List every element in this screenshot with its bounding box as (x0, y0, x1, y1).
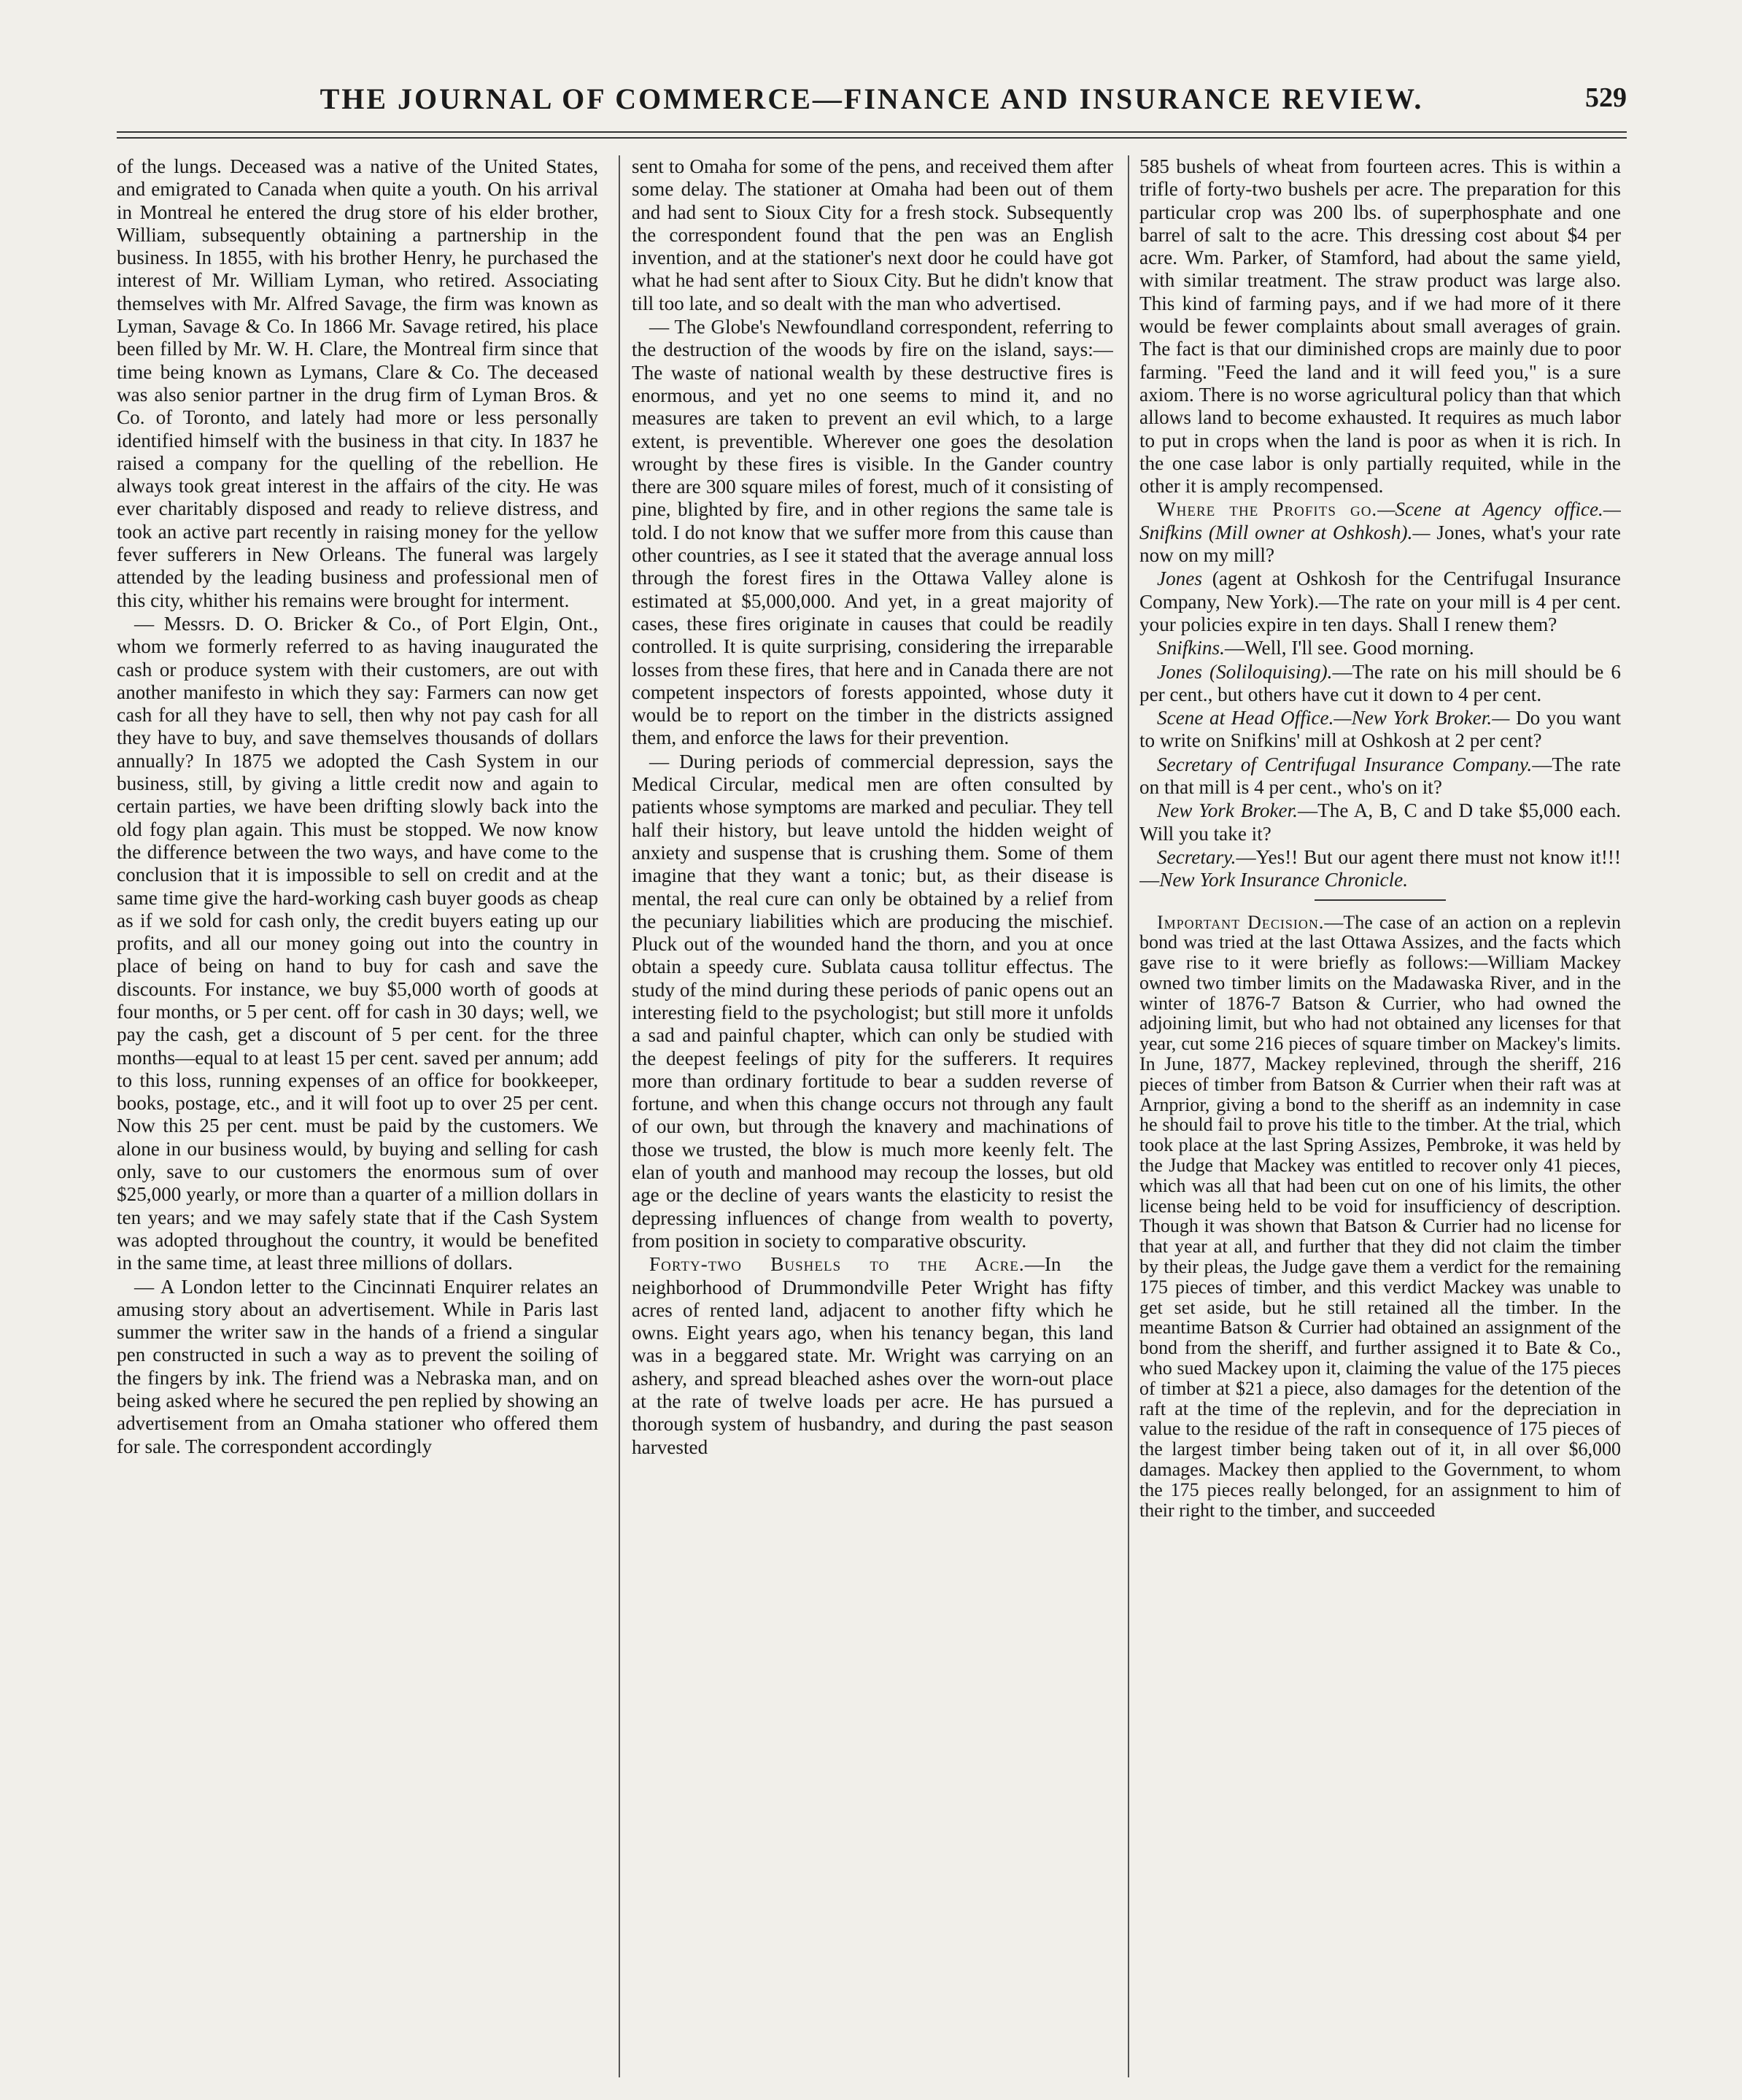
wheat-paragraph: 585 bushels of wheat from fourteen acres. This is within a trifle of forty-two bushels per acre. The preparation for this particular crop was 200 lbs. of superphosphate and one barrel of salt to the acre. This dressing cost about $4 per acre. Wm. Parker, of Stamford, had about the same yield, with similar treatment. The straw product was large also. This kind of farming pays, and if we had more of it there would be fewer complaints about small averages of grain. The fact is that our diminished crops are mainly due to poor farming. "Feed the land and it will feed you," is a sure axiom. There is no worse agricultural policy than that which allows land to become exhausted. It requires as much labor to put in crops when the land is poor as when it is rich. In the one case labor is only partially requited, while in the other it is amply recompensed. (1139, 155, 1621, 497)
bushels-paragraph (632, 1253, 1113, 1459)
snifkins-speaker: Snifkins. (1157, 637, 1225, 659)
decision-paragraph (1139, 913, 1621, 1521)
secretary-paragraph (1139, 753, 1621, 799)
header-rule-bottom (117, 137, 1627, 139)
head-office-scene: Scene at Head Office.—New York Broker.— (1157, 707, 1510, 729)
bricker-paragraph: — Messrs. D. O. Bricker & Co., of Port Elgin, Ont., whom we formerly referred to as having inaugurated the cash or produce system with their customers, are out with another manifesto in which they say: Farmers can now get cash for all they have to sell, then why not pay cash for all they have to buy, and save themselves thousands of dollars annually? In 1875 we adopted the Cash System in our business, still, by giving a little credit now and again to certain parties, we have been drifting slowly back into the old fogy plan again. This must be stopped. We now know the difference between the two ways, and have come to the conclusion that it is impossible to sell on credit and at the same time give the hard-working cash buyer goods as cheap as if we sold for cash only, the credit buyers eating up our profits, and all our money going out into the country in place of being on hand to buy for cash and save the discounts. For instance, we buy $5,000 worth of goods at four months, or 5 per cent. off for cash in 30 days; well, we pay the cash, get a discount of 5 per cent. for the three months—equal to at least 15 per cent. saved per annum; add to this loss, running expenses of an office for bookkeeper, books, postage, etc., and it will foot up to over 25 per cent. Now this 25 per cent. must be paid by the customers. We alone in our business would, by buying and selling for cash only, save to our customers the enormous sum of over $25,000 yearly, or more than a quarter of a million dollars in ten years; and we may safely state that if the Cash System was adopted throughout the country, it would be benefited in the same time, at least three millions of dollars. (117, 612, 598, 1274)
column-divider-2 (1128, 155, 1129, 2077)
jones-speaker: Jones (1157, 567, 1202, 590)
broker-paragraph (1139, 799, 1621, 845)
secretary-reply-speaker: Secretary. (1157, 845, 1236, 868)
commercial-depression-paragraph: — During periods of commercial depression, says the Medical Circular, medical men are often consulted by patients whose symptoms are marked and peculiar. They tell half their history, but leave untold the hidden weight of anxiety and suspense that is crushing them. Some of them imagine that they want a tonic; but, as their disease is mental, the real cure can only be obtained by a relief from the pecuniary liabilities which are producing the mischief. Pluck out of the wounded hand the thorn, and you at once obtain a speedy cure. Sublata causa tollitur effectus. The study of the mind during these periods of panic opens out an interesting field to the psychologist; but still more it unfolds a sad and painful chapter, which can only be studied with the deepest feelings of pity for the sufferers. It requires more than ordinary fortitude to bear a sudden reverse of fortune, and when this change occurs not through any fault of our own, but through the knavery and machinations of those we trusted, the blow is much more keenly felt. The elan of youth and manhood may recoup the losses, but old age or the decline of years wants the elasticity to resist the depressing influences of change from wealth to poverty, from position in society to comparative obscurity. (632, 750, 1113, 1252)
header-rule-top (117, 131, 1627, 133)
bushels-heading: Forty-two Bushels to the Acre. (649, 1253, 1025, 1276)
bushels-text: —In the neighborhood of Drummondville Peter Wright has fifty acres of rented land, adjacent to another fifty which he owns. Eight years ago, when his tenancy began, this land was in a beggared state. Mr. Wright was carrying on an ashery, and spread bleached ashes over the worn-out place at the rate of twelve loads per acre. He has pursued a thorough system of husbandry, and during the past season harvested (632, 1253, 1113, 1458)
jones-text: (agent at Oshkosh for the Centrifugal Insurance Company, New York).—The rate on your mill is 4 per cent. your policies expire in ten days. Shall I renew them? (1139, 567, 1621, 635)
broker-speaker: New York Broker. (1157, 799, 1298, 822)
secretary-text: —The rate on that mill is 4 per cent., who's on it? (1139, 753, 1621, 799)
london-letter-paragraph: — A London letter to the Cincinnati Enquirer relates an amusing story about an advertisement. While in Paris last summer the writer saw in the hands of a friend a singular pen constructed in such a way as to prevent the soiling of the fingers by ink. The friend was a Nebraska man, and on being asked where he secured the pen replied by showing an advertisement from an Omaha stationer who offered them for sale. The correspondent accordingly (117, 1275, 598, 1457)
column-3 (1139, 155, 1621, 2077)
soliloquy-paragraph (1139, 661, 1621, 707)
secretary-reply-text: —Yes!! But our agent there must not know it!!!— (1139, 845, 1621, 891)
broker-text: —The A, B, C and D take $5,000 each. Will you take it? (1139, 799, 1621, 845)
snifkins-paragraph (1139, 637, 1621, 659)
profits-heading: Where the Profits go. (1157, 498, 1378, 521)
snifkins-text: —Well, I'll see. Good morning. (1224, 637, 1474, 659)
profits-text: Jones, what's your rate now on my mill? (1139, 521, 1621, 567)
secretary-reply-paragraph (1139, 846, 1621, 892)
section-separator (1315, 899, 1446, 901)
column-1 (117, 155, 598, 2077)
soliloquy-speaker: Jones (Soliloquising). (1157, 660, 1333, 683)
jones-paragraph (1139, 567, 1621, 636)
head-office-text: Do you want to write on Snifkins' mill at Oshkosh at 2 per cent? (1139, 707, 1621, 752)
omaha-pen-paragraph: sent to Omaha for some of the pens, and received them after some delay. The stationer at Omaha had been out of them and had sent to Sioux City for a fresh stock. Subsequently the correspondent found that the pen was an English invention, and at the stationer's next door he could have got what he had sent after to Sioux City. But he didn't know that till too late, and so dealt with the man who advertised. (632, 155, 1113, 314)
obituary-paragraph: of the lungs. Deceased was a native of the United States, and emigrated to Canada when quite a youth. On his arrival in Montreal he entered the drug store of his elder brother, William, subsequently obtaining a partnership in the business. In 1855, with his brother Henry, he purchased the interest of Mr. William Lyman, who retired. Associating themselves with Mr. Alfred Savage, the firm was known as Lyman, Savage & Co. In 1866 Mr. Savage retired, his place been filled by Mr. W. H. Clare, the Montreal firm since that time being known as Lymans, Clare & Co. The deceased was also senior partner in the drug firm of Lyman Bros. & Co. of Toronto, and lately had more or less personally identified himself with the business in that city. In 1837 he raised a company for the quelling of the rebellion. He always took great interest in the affairs of the city. He was ever charitably disposed and ready to relieve distress, and took an active part recently in raising money for the yellow fever sufferers in New Orleans. The funeral was largely attended by the leading business and professional men of this city, whither his remains were brought for interment. (117, 155, 598, 611)
column-divider-1 (619, 155, 620, 2077)
decision-heading: Important Decision. (1157, 911, 1325, 933)
soliloquy-text: —The rate on his mill should be 6 per cent., but others have cut it down to 4 per cent. (1139, 660, 1621, 705)
newfoundland-fires-paragraph: — The Globe's Newfoundland correspondent, referring to the destruction of the woods by fire on the island, says:—The waste of national wealth by these destructive fires is enormous, and yet no one seems to mind it, and no measures are taken to prevent an evil which, to a large extent, is preventible. Wherever one goes the desolation wrought by these fires is visible. In the Gander country there are 300 square miles of forest, much of it consisting of pine, blighted by fire, and in other regions the same tale is told. I do not know that we suffer more from this cause than other countries, as I see it stated that the average annual loss through the forest fires in the Ottawa Valley alone is estimated at $5,000,000. And yet, in a great majority of cases, these fires originate in causes that could be readily controlled. It is quite surprising, considering the irreparable losses from these fires, that here and in Canada there are not competent inspectors of forests appointed, whose duty it would be to report on the timber in the districts assigned them, and enforce the laws for their prevention. (632, 316, 1113, 749)
secretary-speaker: Secretary of Centrifugal Insurance Company. (1157, 753, 1533, 775)
profits-paragraph (1139, 498, 1621, 567)
chronicle-source: New York Insurance Chronicle. (1159, 869, 1409, 891)
masthead (117, 82, 1627, 125)
head-office-paragraph (1139, 707, 1621, 753)
journal-title: THE JOURNAL OF COMMERCE—FINANCE AND INSURANCE REVIEW. (320, 82, 1424, 115)
page-number: 529 (1585, 82, 1627, 113)
column-2 (632, 155, 1113, 2077)
decision-text: —The case of an action on a replevin bond was tried at the last Ottawa Assizes, and the facts which gave rise to it were briefly as follows:—William Mackey owned two timber limits on the Madawaska River, and in the winter of 1876-7 Batson & Currier, who had owned the adjoining limit, but who had not obtained any licenses for that year, cut some 216 pieces of square timber on Mackey's limits. In June, 1877, Mackey replevined, through the sheriff, 216 pieces of timber from Batson & Currier when their raft was at Arnprior, giving a bond to the sheriff as an indemnity in case he should fail to prove his title to the timber. At the trial, which took place at the last Spring Assizes, Pembroke, it was held by the Judge that Mackey was entitled to recover only 41 pieces, which was all that had been cut on one of his limits, the other license being held to be void for insufficiency of description. Though it was shown that Batson & Currier had no license for that year at all, and further that they did not claim the timber by their pleas, the Judge gave them a verdict for the remaining 175 pieces of timber, and this verdict Mackey was unable to get set aside, but he still retained all the timber. In the meantime Batson & Currier had obtained an assignment of the bond from the sheriff, and further assigned it to Bate & Co., who sued Mackey upon it, claiming the value of the 175 pieces of timber at $21 a piece, also damages for the detention of the raft at the time of the replevin, and for the depreciation in value to the residue of the raft in consequence of 175 pieces of the largest timber being taken out of it, in all over $6,000 damages. Mackey then applied to the Government, to whom the 175 pieces really belonged, for an assignment to him of their right to the timber, and succeeded (1139, 911, 1621, 1521)
profits-scene: —Scene at Agency office.—Snifkins (Mill owner at Oshkosh).— (1139, 498, 1621, 543)
